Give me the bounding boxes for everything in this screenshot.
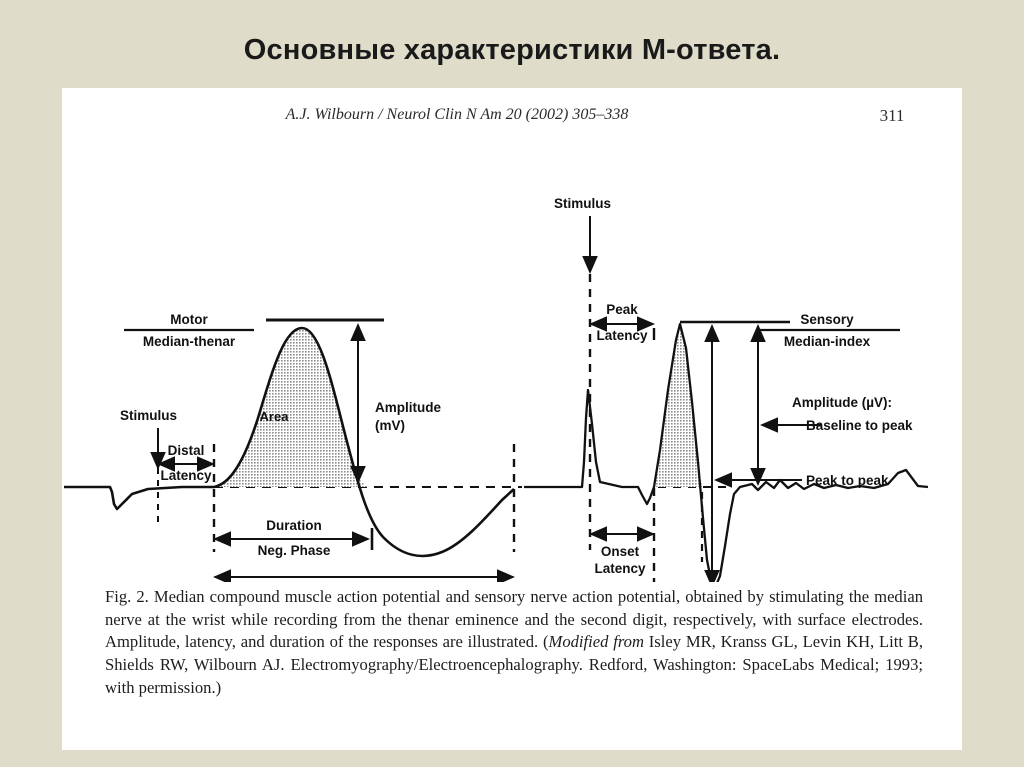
sensory-amplitude-heading: Amplitude (µV): — [792, 395, 893, 410]
motor-distal-latency-label-1: Distal — [167, 443, 205, 458]
sensory-onset-latency-label-2: Latency — [594, 561, 646, 576]
motor-amplitude-label-2: (mV) — [375, 418, 405, 433]
figure-svg — [62, 132, 962, 582]
right-panel-sensory — [524, 196, 928, 582]
sensory-onset-latency-label-1: Onset — [600, 544, 640, 559]
sensory-peak-latency-label-2: Latency — [596, 328, 648, 343]
motor-stimulus-label: Stimulus — [120, 408, 178, 423]
figure-2 — [62, 132, 962, 582]
sensory-title-top: Sensory — [800, 312, 854, 327]
figure-caption — [105, 586, 923, 700]
slide-title: Основные характеристики М-ответа. — [243, 34, 781, 66]
motor-title-top: Motor — [170, 312, 208, 327]
motor-duration-neg-label-2: Neg. Phase — [257, 543, 331, 558]
sensory-baseline-to-peak-label: Baseline to peak — [806, 418, 913, 433]
sensory-peak-to-peak-label: Peak to peak — [806, 473, 889, 488]
left-panel-motor — [64, 312, 522, 582]
caption-part-2: Isley MR, Kranss GL, Levin KH, Litt B, Shields RW, Wilbourn AJ. Electromyography/Electroencephalography. Redford, Washington: SpaceLabs Medical; 1993; with permission.) — [105, 632, 923, 697]
motor-duration-neg-label-1: Duration — [266, 518, 322, 533]
motor-amplitude-label-1: Amplitude — [375, 400, 441, 415]
page-number: 311 — [879, 106, 905, 125]
caption-italic-modified-from: Modified from — [548, 632, 644, 652]
motor-title-bottom: Median-thenar — [142, 334, 236, 349]
caption-part-1: Fig. 2. Median compound muscle action potential and sensory nerve action potential, obtained by stimulating the median nerve at the wrist while recording from the thenar eminence and the second digit, respectively, with surface electrodes. Amplitude, latency, and duration of the responses are illustrated. ( — [105, 587, 923, 652]
running-head: A.J. Wilbourn / Neurol Clin N Am 20 (2002) 305–338 — [285, 106, 629, 123]
sensory-stimulus-label: Stimulus — [554, 196, 612, 211]
motor-distal-latency-label-2: Latency — [160, 468, 212, 483]
document-header — [62, 106, 962, 128]
document-page-panel — [62, 88, 962, 750]
sensory-peak-latency-label-1: Peak — [606, 302, 638, 317]
sensory-title-bottom: Median-index — [783, 334, 871, 349]
sensory-area-shading — [654, 324, 702, 487]
motor-area-shading — [214, 328, 370, 487]
motor-area-label: Area — [259, 409, 289, 424]
sensory-waveform-trace — [524, 324, 928, 582]
